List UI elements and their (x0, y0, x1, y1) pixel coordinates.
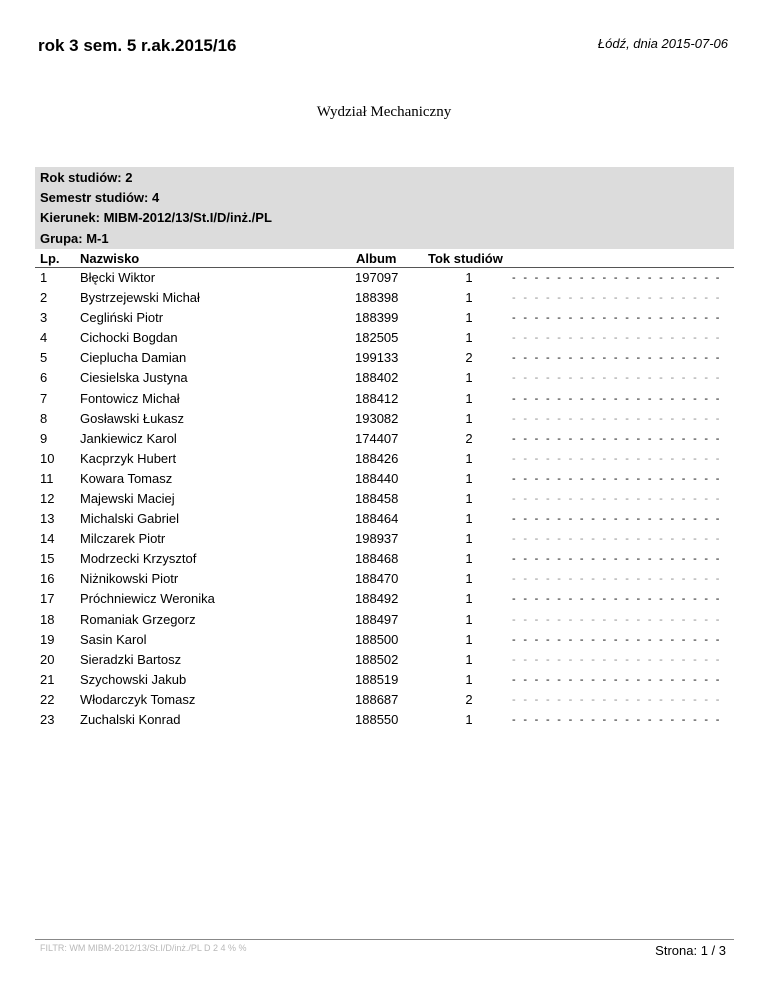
table-row (0, 431, 768, 451)
row-lp: 18 (40, 611, 55, 627)
row-album: 188687 (355, 691, 399, 707)
signature-line: - - - - - - - - - - - - - - - - - - - (512, 372, 722, 385)
study-group: Grupa: M-1 (40, 231, 109, 246)
row-name: Majewski Maciej (80, 490, 175, 506)
signature-line: - - - - - - - - - - - - - - - - - - - (512, 492, 722, 505)
row-tok: 1 (465, 571, 473, 587)
row-name: Gosławski Łukasz (80, 410, 185, 426)
signature-line: - - - - - - - - - - - - - - - - - - - (512, 653, 722, 666)
row-tok: 1 (465, 310, 473, 326)
row-tok: 1 (465, 450, 473, 466)
row-tok: 1 (465, 490, 473, 506)
row-lp: 15 (40, 551, 55, 567)
signature-line: - - - - - - - - - - - - - - - - - - - (512, 392, 722, 405)
column-header-name: Nazwisko (80, 251, 140, 266)
signature-line: - - - - - - - - - - - - - - - - - - - (512, 633, 722, 646)
row-name: Milczarek Piotr (80, 531, 166, 547)
row-name: Cegliński Piotr (80, 310, 164, 326)
signature-line: - - - - - - - - - - - - - - - - - - - (512, 573, 722, 586)
table-row (0, 370, 768, 390)
row-tok: 1 (465, 671, 473, 687)
row-tok: 2 (465, 430, 473, 446)
row-album: 188464 (355, 511, 399, 527)
row-lp: 21 (40, 671, 55, 687)
table-row (0, 591, 768, 611)
row-album: 174407 (355, 430, 399, 446)
signature-line: - - - - - - - - - - - - - - - - - - - (512, 272, 722, 284)
row-tok: 2 (465, 691, 473, 707)
table-row (0, 612, 768, 632)
row-lp: 11 (40, 470, 54, 486)
row-lp: 10 (40, 450, 55, 466)
row-name: Próchniewicz Weronika (80, 591, 215, 607)
row-tok: 1 (465, 390, 473, 406)
row-lp: 14 (40, 531, 55, 547)
document-date: Łódź, dnia 2015-07-06 (597, 36, 728, 51)
row-lp: 8 (40, 410, 48, 426)
row-name: Romaniak Grzegorz (80, 611, 196, 627)
table-row (0, 531, 768, 551)
row-name: Szychowski Jakub (80, 671, 187, 687)
study-year: Rok studiów: 2 (40, 170, 133, 185)
table-row (0, 391, 768, 411)
row-name: Modrzecki Krzysztof (80, 551, 197, 567)
signature-line: - - - - - - - - - - - - - - - - - - - (512, 412, 722, 425)
row-album: 197097 (355, 270, 399, 285)
table-row (0, 330, 768, 350)
row-lp: 12 (40, 490, 55, 506)
row-lp: 22 (40, 691, 55, 707)
row-lp: 13 (40, 511, 55, 527)
column-header-tok: Tok studiów (428, 251, 503, 266)
signature-line: - - - - - - - - - - - - - - - - - - - (512, 593, 722, 606)
table-row (0, 310, 768, 330)
page-number: Strona: 1 / 3 (655, 943, 726, 958)
study-semester: Semestr studiów: 4 (40, 190, 160, 205)
row-album: 193082 (355, 410, 399, 426)
row-name: Sasin Karol (80, 631, 147, 647)
table-row (0, 571, 768, 591)
row-lp: 17 (40, 591, 55, 607)
row-name: Bystrzejewski Michał (80, 290, 200, 306)
signature-line: - - - - - - - - - - - - - - - - - - - (512, 533, 722, 546)
row-tok: 1 (465, 290, 473, 306)
signature-line: - - - - - - - - - - - - - - - - - - - (512, 713, 722, 726)
row-tok: 1 (465, 651, 473, 667)
row-album: 198937 (355, 531, 399, 547)
table-row (0, 712, 768, 732)
table-row (0, 632, 768, 652)
signature-line: - - - - - - - - - - - - - - - - - - - (512, 673, 722, 686)
row-lp: 16 (40, 571, 55, 587)
row-lp: 4 (40, 330, 48, 346)
signature-line: - - - - - - - - - - - - - - - - - - - (512, 553, 722, 566)
row-album: 188412 (355, 390, 399, 406)
signature-line: - - - - - - - - - - - - - - - - - - - (512, 312, 722, 325)
signature-line: - - - - - - - - - - - - - - - - - - - (512, 472, 722, 485)
filter-text: FILTR: WM MIBM-2012/13/St.I/D/inż./PL D 2 4 % % (40, 943, 247, 953)
row-album: 188402 (355, 370, 399, 386)
row-tok: 1 (465, 711, 473, 727)
row-album: 182505 (355, 330, 399, 346)
table-row (0, 411, 768, 431)
table-row (0, 551, 768, 571)
table-row (0, 652, 768, 672)
row-name: Niżnikowski Piotr (80, 571, 179, 587)
faculty-name: Wydział Mechaniczny (316, 104, 452, 120)
row-lp: 20 (40, 651, 55, 667)
row-album: 188497 (355, 611, 399, 627)
row-lp: 23 (40, 711, 55, 727)
row-lp: 5 (40, 350, 48, 366)
row-tok: 1 (465, 631, 473, 647)
row-name: Sieradzki Bartosz (80, 651, 182, 667)
table-row (0, 350, 768, 370)
row-name: Cichocki Bogdan (80, 330, 178, 346)
row-tok: 1 (465, 270, 473, 285)
row-album: 188398 (355, 290, 399, 306)
row-name: Kowara Tomasz (80, 470, 173, 486)
row-name: Zuchalski Konrad (80, 711, 181, 727)
table-row (0, 491, 768, 511)
footer-divider (35, 939, 734, 940)
row-name: Michalski Gabriel (80, 511, 179, 527)
document-title: rok 3 sem. 5 r.ak.2015/16 (38, 36, 237, 55)
table-row (0, 471, 768, 491)
row-tok: 1 (465, 470, 473, 486)
table-row (0, 511, 768, 531)
row-tok: 2 (465, 350, 473, 366)
signature-line: - - - - - - - - - - - - - - - - - - - (512, 332, 722, 345)
row-lp: 1 (40, 270, 48, 285)
row-lp: 9 (40, 430, 48, 446)
row-album: 199133 (355, 350, 399, 366)
row-name: Jankiewicz Karol (80, 430, 177, 446)
row-name: Kacprzyk Hubert (80, 450, 177, 466)
table-row (0, 270, 768, 290)
row-tok: 1 (465, 330, 473, 346)
row-name: Ciesielska Justyna (80, 370, 188, 386)
row-lp: 2 (40, 290, 48, 306)
column-header-album: Album (356, 251, 397, 266)
signature-line: - - - - - - - - - - - - - - - - - - - (512, 693, 722, 706)
row-tok: 1 (465, 511, 473, 527)
signature-line: - - - - - - - - - - - - - - - - - - - (512, 513, 722, 526)
table-row (0, 672, 768, 692)
row-tok: 1 (465, 611, 473, 627)
row-name: Włodarczyk Tomasz (80, 691, 196, 707)
row-tok: 1 (465, 591, 473, 607)
row-album: 188519 (355, 671, 399, 687)
row-album: 188426 (355, 450, 399, 466)
row-album: 188492 (355, 591, 399, 607)
column-header-lp: Lp. (40, 251, 60, 266)
row-tok: 1 (465, 551, 473, 567)
row-lp: 3 (40, 310, 48, 326)
row-name: Cieplucha Damian (80, 350, 187, 366)
signature-line: - - - - - - - - - - - - - - - - - - - (512, 352, 722, 365)
row-album: 188470 (355, 571, 399, 587)
table-row (0, 290, 768, 310)
row-tok: 1 (465, 531, 473, 547)
row-name: Fontowicz Michał (80, 390, 180, 406)
table-row (0, 692, 768, 712)
table-row (0, 451, 768, 471)
row-lp: 19 (40, 631, 55, 647)
signature-line: - - - - - - - - - - - - - - - - - - - (512, 613, 722, 626)
row-lp: 6 (40, 370, 48, 386)
row-tok: 1 (465, 370, 473, 386)
study-major: Kierunek: MIBM-2012/13/St.I/D/inż./PL (40, 210, 272, 225)
row-name: Błęcki Wiktor (80, 270, 156, 285)
row-album: 188458 (355, 490, 399, 506)
row-tok: 1 (465, 410, 473, 426)
row-album: 188399 (355, 310, 399, 326)
row-album: 188550 (355, 711, 399, 727)
signature-line: - - - - - - - - - - - - - - - - - - - (512, 432, 722, 445)
row-album: 188500 (355, 631, 399, 647)
row-lp: 7 (40, 390, 48, 406)
row-album: 188502 (355, 651, 399, 667)
signature-line: - - - - - - - - - - - - - - - - - - - (512, 292, 722, 305)
row-album: 188440 (355, 470, 399, 486)
signature-line: - - - - - - - - - - - - - - - - - - - (512, 452, 722, 465)
row-album: 188468 (355, 551, 399, 567)
